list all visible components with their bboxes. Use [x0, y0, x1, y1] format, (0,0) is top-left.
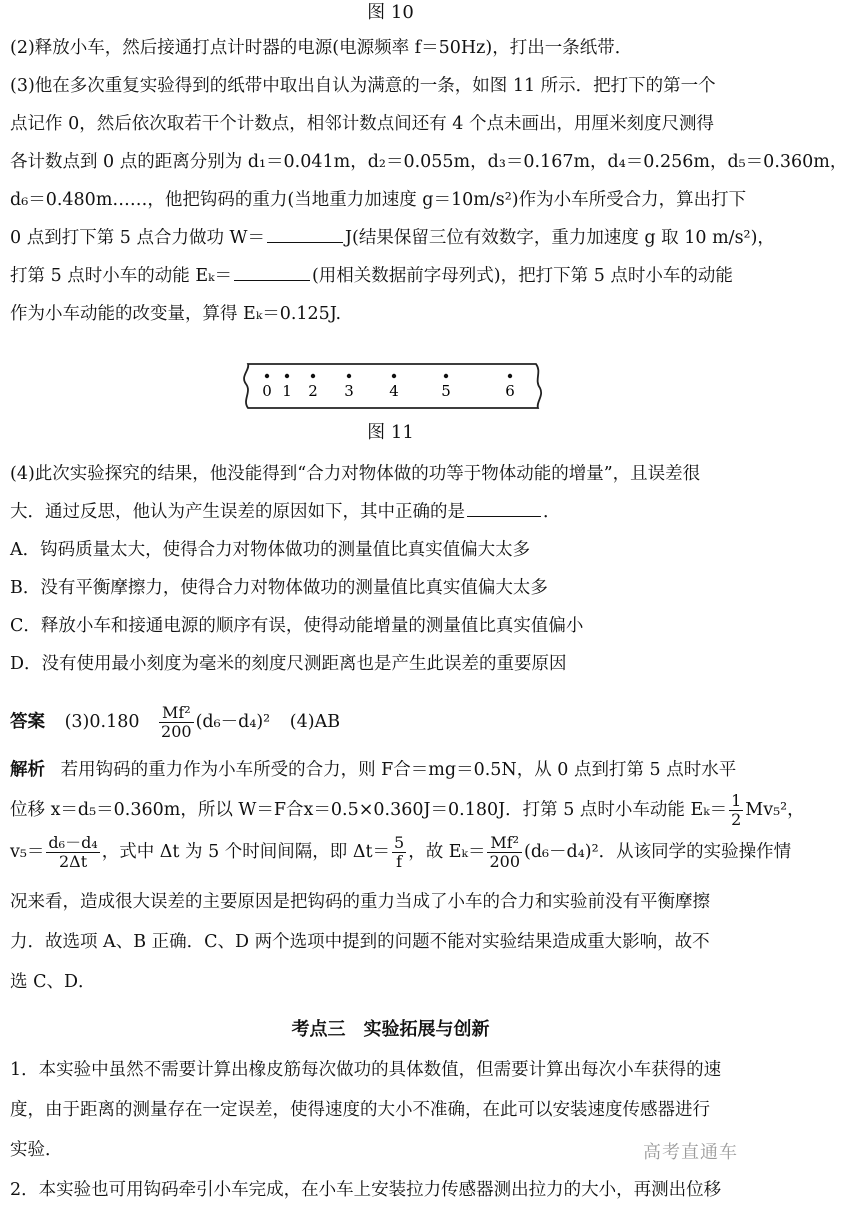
- question-3-block: [10, 29, 847, 333]
- analysis-line-3c: ，故 Eₖ＝: [408, 842, 486, 862]
- analysis-line-1-text: 若用钩码的重力作为小车所受的合力，则 F合＝mg＝0.5N，从 0 点到打第 5 点时水平: [60, 760, 737, 780]
- tape-label-6: 6: [505, 382, 515, 400]
- answer-blank-w: [267, 241, 343, 243]
- figure-11-caption: 图 11: [367, 422, 414, 443]
- tape-dot-5: [444, 374, 448, 378]
- analysis-frac-half: [729, 793, 743, 828]
- dt-den: f: [396, 852, 403, 871]
- q3-line-7: 作为小车动能的改变量，算得 Eₖ＝0.125J.: [10, 304, 342, 324]
- q3-line-4: d₆＝0.480m……，他把钩码的重力(当地重力加速度 g＝10m/s²)作为小车所受合力，算出打下: [10, 190, 747, 210]
- answer-frac-num: Mf²: [159, 705, 194, 723]
- half-den: 2: [731, 810, 742, 829]
- q3-line-5b: J(结果保留三位有效数字，重力加速度 g 取 10 m/s²)，: [345, 228, 775, 248]
- extension-line-1: 1．本实验中虽然不需要计算出橡皮筋每次做功的具体数值，但需要计算出每次小车获得的速: [10, 1060, 722, 1080]
- q4-line-2b: ．: [543, 502, 561, 522]
- answer-line: [10, 700, 774, 744]
- analysis-block: [10, 750, 805, 1002]
- analysis-line-2a: 位移 x＝d₅＝0.360m，所以 W＝F合x＝0.5×0.360J＝0.180J．打第 5 点时小车动能 Eₖ＝: [10, 800, 728, 820]
- analysis-line-1: [10, 750, 774, 790]
- tape-dot-4: [392, 374, 396, 378]
- dt-num: 5: [394, 833, 405, 852]
- answer-blank-ek: [234, 279, 310, 281]
- analysis-line-6: 选 C、D．: [10, 972, 96, 992]
- answer-part-3: (4)AB: [289, 712, 341, 732]
- tape-dot-0: [265, 374, 269, 378]
- answer-fraction: [159, 705, 194, 740]
- option-a: A．钩码质量太大，使得合力对物体做功的测量值比真实值偏大太多: [10, 540, 531, 560]
- option-b: B．没有平衡摩擦力，使得合力对物体做功的测量值比真实值偏大太多: [10, 578, 548, 598]
- q3-line-5: [10, 219, 774, 257]
- question-4-block: [10, 455, 774, 683]
- ek-num: Mf²: [487, 835, 522, 853]
- tape-label-0: 0: [262, 382, 272, 400]
- watermark: 高考直通车: [643, 1142, 738, 1163]
- analysis-line-2: [10, 790, 805, 832]
- tape-dot-2: [311, 374, 315, 378]
- answer-blank-q4: [467, 515, 541, 517]
- q3-line-6a: 打第 5 点时小车的动能 Eₖ＝: [10, 266, 232, 286]
- figure-10-caption: 图 10: [367, 2, 414, 23]
- answer-label: 答案: [10, 712, 45, 732]
- tape-label-5: 5: [441, 382, 451, 400]
- tape-label-4: 4: [389, 382, 399, 400]
- analysis-frac-dt: [392, 835, 406, 870]
- answer-part-2: (d₆－d₄)²: [195, 712, 271, 732]
- answer-frac-den: 200: [161, 722, 192, 741]
- analysis-line-3a: v₅＝: [10, 842, 45, 862]
- q3-line-6: [10, 257, 774, 295]
- q3-line-2: 点记作 0，然后依次取若干个计数点，相邻计数点间还有 4 个点未画出，用厘米刻度尺测得: [10, 114, 714, 134]
- q4-line-2a: 大．通过反思，他认为产生误差的原因如下，其中正确的是: [10, 502, 465, 522]
- tape-label-2: 2: [308, 382, 318, 400]
- option-c: C．释放小车和接通电源的顺序有误，使得动能增量的测量值比真实值偏小: [10, 616, 584, 636]
- extension-line-2: 度，由于距离的测量存在一定误差，使得速度的大小不准确，在此可以安装速度传感器进行: [10, 1100, 710, 1120]
- q3-line-3: 各计数点到 0 点的距离分别为 d₁＝0.041m，d₂＝0.055m，d₃＝0.167m，d₄＝0.256m，d₅＝0.360m，: [10, 152, 847, 172]
- analysis-label: 解析: [10, 760, 45, 780]
- tape-label-3: 3: [344, 382, 354, 400]
- analysis-line-3d: (d₆－d₄)²．从该同学的实验操作情: [524, 842, 792, 862]
- analysis-frac-v5: [46, 835, 99, 870]
- tape-label-1: 1: [282, 382, 292, 400]
- extension-block: [10, 1050, 774, 1210]
- q4-line-2: [10, 493, 774, 531]
- analysis-line-3b: ，式中 Δt 为 5 个时间间隔，即 Δt＝: [101, 842, 391, 862]
- analysis-line-4: 况来看，造成很大误差的主要原因是把钩码的重力当成了小车的合力和实验前没有平衡摩擦: [10, 892, 710, 912]
- tape-dot-3: [347, 374, 351, 378]
- q3-line-1: (3)他在多次重复实验得到的纸带中取出自认为满意的一条，如图 11 所示．把打下的第一个: [10, 76, 716, 96]
- extension-line-4: 2．本实验也可用钩码牵引小车完成，在小车上安装拉力传感器测出拉力的大小，再测出位移: [10, 1180, 722, 1200]
- analysis-line-5: 力．故选项 A、B 正确．C、D 两个选项中提到的问题不能对实验结果造成重大影响，故不: [10, 932, 710, 952]
- answer-part-1: (3)0.180: [64, 712, 140, 732]
- v5-den: 2Δt: [58, 852, 88, 871]
- section-title: 考点三 实验拓展与创新: [291, 1019, 490, 1040]
- extension-line-3: 实验．: [10, 1140, 63, 1160]
- analysis-frac-ek: [487, 835, 522, 870]
- q3-line-5a: 0 点到打下第 5 点合力做功 W＝: [10, 228, 266, 248]
- v5-num: d₆－d₄: [48, 833, 98, 852]
- q4-line-1: (4)此次实验探究的结果，他没能得到“合力对物体做的功等于物体动能的增量”，且误差很: [10, 464, 701, 484]
- analysis-line-2b: Mv₅²，: [745, 800, 805, 820]
- option-d: D．没有使用最小刻度为毫米的刻度尺测距离也是产生此误差的重要原因: [10, 654, 567, 674]
- tape-dot-1: [285, 374, 289, 378]
- paper-tape-figure: [238, 362, 546, 410]
- answer-block: [10, 700, 774, 744]
- tape-dot-6: [508, 374, 512, 378]
- q3-line-6b: (用相关数据前字母列式)，把打下第 5 点时小车的动能: [311, 266, 733, 286]
- q2-line: (2)释放小车，然后接通打点计时器的电源(电源频率 f＝50Hz)，打出一条纸带．: [10, 38, 633, 58]
- ek-den: 200: [489, 852, 520, 871]
- analysis-line-3: [10, 832, 792, 882]
- half-num: 1: [731, 791, 742, 810]
